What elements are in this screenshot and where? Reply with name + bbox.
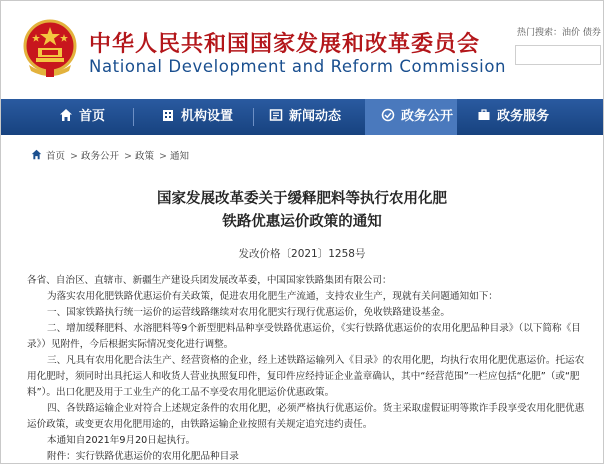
main-nav <box>1 99 603 135</box>
article-paragraph: 三、凡具有农用化肥合法生产、经营资格的企业，经上述铁路运输列入《目录》的农用化肥，均执行农用化肥优惠运价。托运农用化肥时，须同时出具托运人和收货人营业执照复印件，复印件应经持证企业盖章确认，其中“经营范围”一栏应包括“化肥”（或“肥料”）。出口化肥及用于工业生产的化工品不享受农用化肥运价优惠政策。 <box>27 355 585 398</box>
article-paragraph: 二、增加缓释肥料、水溶肥料等9个新型肥料品种享受铁路优惠运价，《实行铁路优惠运价的农用化肥品种目录》（以下简称《目录》）见附件，今后根据实际情况变化进行调整。 <box>27 323 581 350</box>
nav-item-news[interactable] <box>269 99 341 135</box>
attachment-link[interactable]: 附件：实行铁路优惠运价的农用化肥品种目录 <box>47 451 239 462</box>
article-paragraph: 本通知自2021年9月20日起执行。 <box>47 435 196 446</box>
breadcrumb <box>31 148 191 162</box>
article-title-line1: 国家发展改革委关于缓释肥料等执行农用化肥 <box>157 191 447 207</box>
article-paragraph: 为落实农用化肥铁路优惠运价有关政策，促进农用化肥生产流通，支持农业生产，现就有关问题通知如下： <box>47 291 498 302</box>
breadcrumb-separator: > <box>158 151 167 162</box>
nav-item-gov-affairs[interactable] <box>365 99 457 135</box>
hot-search[interactable]: 热门搜索：油价 债券 <box>517 28 601 38</box>
nav-item-organization[interactable] <box>161 99 233 135</box>
article-body <box>27 273 593 464</box>
nav-item-home[interactable] <box>59 99 105 135</box>
nav-label-gov-affairs: 政务公开 <box>401 109 454 124</box>
nav-label-news: 新闻动态 <box>289 109 342 124</box>
site-title-cn: 中华人民共和国国家发展和改革委员会 <box>89 32 481 57</box>
breadcrumb-home[interactable]: 首页 <box>46 151 66 162</box>
service-icon <box>477 108 491 122</box>
home-icon <box>59 108 73 122</box>
building-icon <box>161 108 175 122</box>
public-icon <box>381 108 395 122</box>
article-paragraph: 各省、自治区、直辖市、新疆生产建设兵团发展改革委，中国国家铁路集团有限公司： <box>27 275 392 286</box>
article-title-line2: 铁路优惠运价政策的通知 <box>222 214 382 230</box>
home-icon <box>31 149 42 160</box>
nav-label-organization: 机构设置 <box>181 109 234 124</box>
nav-label-services: 政务服务 <box>497 109 550 124</box>
breadcrumb-gov-affairs[interactable]: 政务公开 <box>80 151 119 162</box>
nav-item-services[interactable] <box>477 99 549 135</box>
breadcrumb-policy[interactable]: 政策 <box>134 151 154 162</box>
breadcrumb-separator: > <box>70 151 78 162</box>
site-title-en: National Development and Reform Commission <box>89 57 507 76</box>
site-header <box>1 1 603 97</box>
search-input[interactable] <box>515 45 601 65</box>
article-paragraph: 一、国家铁路执行统一运价的运营线路继续对农用化肥实行现行优惠运价，免收铁路建设基金。 <box>47 307 450 318</box>
article-paragraph: 四、各铁路运输企业对符合上述规定条件的农用化肥，必须严格执行优惠运价。货主采取虚假证明等欺诈手段享受农用化肥优惠运价政策，或变更农用化肥用途的，由铁路运输企业按照有关规定追究违约责任。 <box>27 403 585 430</box>
news-icon <box>269 108 283 122</box>
breadcrumb-notice[interactable]: 通知 <box>169 151 189 162</box>
national-emblem-icon <box>23 19 77 79</box>
document-number: 发改价格〔2021〕1258号 <box>238 248 366 260</box>
breadcrumb-separator: > <box>124 151 132 162</box>
nav-divider <box>253 108 254 126</box>
nav-label-home: 首页 <box>79 109 106 124</box>
nav-divider <box>133 108 134 126</box>
